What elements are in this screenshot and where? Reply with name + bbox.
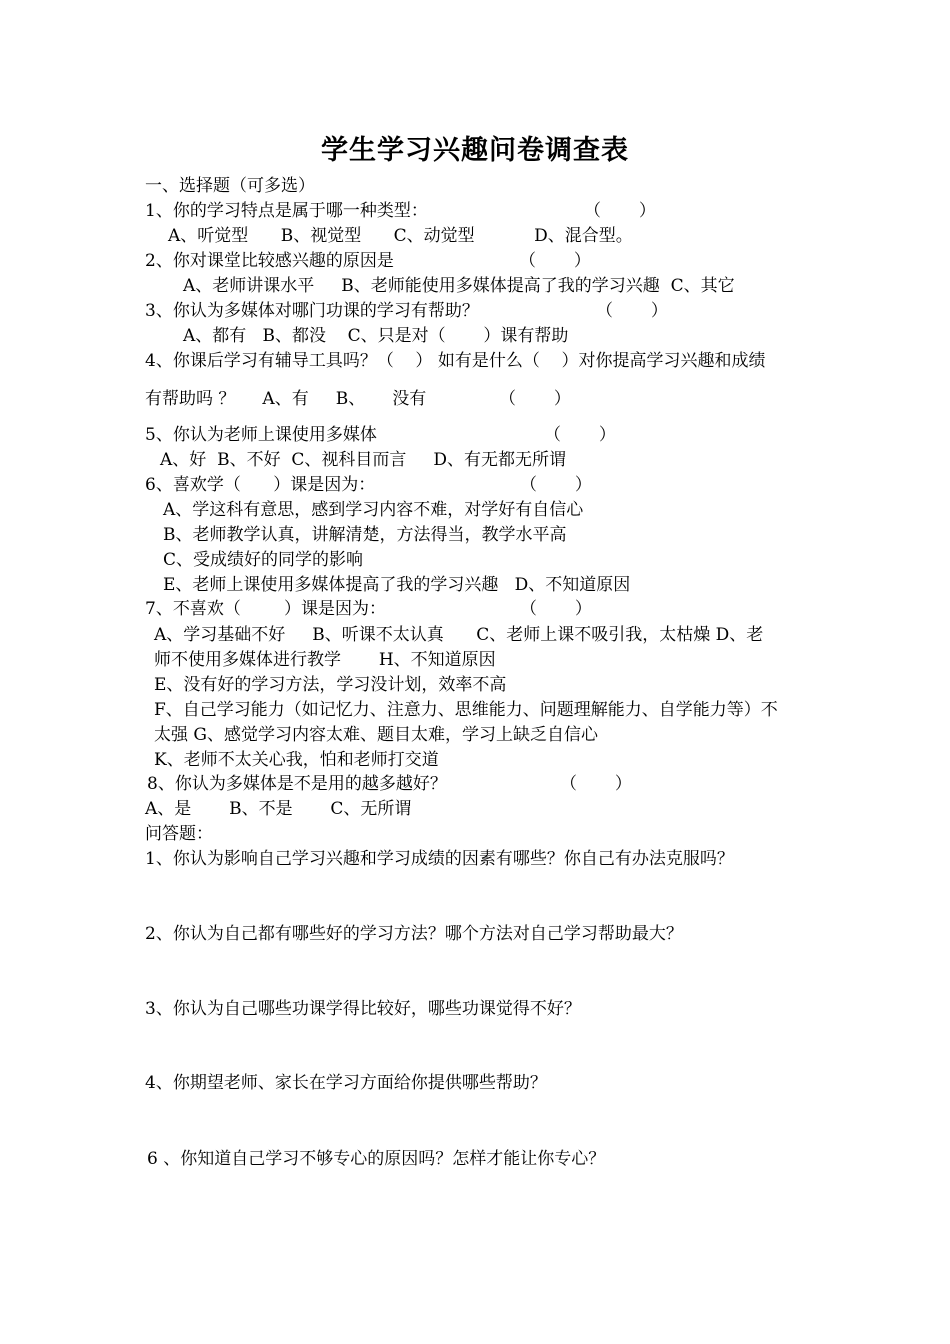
question-7-option-line-4: F、自己学习能力（如记忆力、注意力、思维能力、问题理解能力、自学能力等）不 xyxy=(154,700,778,720)
question-6-option-c: C、受成绩好的同学的影响 xyxy=(163,550,364,570)
question-4-answer-blank: （ ） xyxy=(499,389,571,409)
qa-question-3: 3、你认为自己哪些功课学得比较好，哪些功课觉得不好？ xyxy=(145,999,581,1019)
question-4-stem: 4、你课后学习有辅导工具吗？（ ） 如有是什么（ ）对你提高学习兴趣和成绩 xyxy=(145,351,766,371)
qa-question-2: 2、你认为自己都有哪些好的学习方法？哪个方法对自己学习帮助最大？ xyxy=(145,924,683,944)
question-4-stem-continued: 有帮助吗 ？ A、有 B、 没有 xyxy=(145,389,427,409)
qa-question-6: 6 、你知道自己学习不够专心的原因吗？怎样才能让你专心？ xyxy=(147,1149,606,1169)
question-6-option-a: A、学这科有意思，感到学习内容不难，对学好有自信心 xyxy=(163,500,584,520)
section-heading-choice: 一、选择题（可多选） xyxy=(145,176,315,196)
question-2-answer-blank: （ ） xyxy=(519,251,591,271)
question-6-option-e-d: E、老师上课使用多媒体提高了我的学习兴趣 D、不知道原因 xyxy=(163,575,631,595)
question-8-stem: 8、你认为多媒体是不是用的越多越好？ xyxy=(147,774,447,794)
qa-question-4: 4、你期望老师、家长在学习方面给你提供哪些帮助？ xyxy=(145,1073,547,1093)
question-6-answer-blank: （ ） xyxy=(520,475,592,495)
question-1-stem: 1、你的学习特点是属于哪一种类型： xyxy=(145,201,428,221)
question-7-option-line-5: 太强 G、感觉学习内容太难、题目太难，学习上缺乏自信心 xyxy=(154,725,598,745)
question-5-options: A、好 B、不好 C、视科目而言 D、有无都无所谓 xyxy=(160,450,567,470)
question-8-options: A、是 B、不是 C、无所谓 xyxy=(145,799,412,819)
question-7-stem: 7、不喜欢（ ）课是因为： xyxy=(145,599,387,619)
section-heading-qa: 问答题： xyxy=(145,824,213,844)
question-5-stem: 5、你认为老师上课使用多媒体 xyxy=(145,425,377,445)
question-3-options: A、都有 B、都没 C、只是对（ ）课有帮助 xyxy=(183,326,569,346)
question-7-option-line-6: K、老师不太关心我，怕和老师打交道 xyxy=(154,750,439,770)
question-6-option-b: B、老师教学认真，讲解清楚，方法得当，教学水平高 xyxy=(163,525,567,545)
question-1-answer-blank: （ ） xyxy=(584,201,656,221)
question-3-answer-blank: （ ） xyxy=(596,301,668,321)
question-2-options: A、老师讲课水平 B、老师能使用多媒体提高了我的学习兴趣 C、其它 xyxy=(183,276,735,296)
question-7-option-line-2: 师不使用多媒体进行教学 H、不知道原因 xyxy=(154,650,496,670)
question-1-options: A、听觉型 B、视觉型 C、动觉型 D、混合型。 xyxy=(168,226,633,246)
question-2-stem: 2、你对课堂比较感兴趣的原因是 xyxy=(145,251,394,271)
question-7-option-line-3: E、没有好的学习方法，学习没计划，效率不高 xyxy=(154,675,507,695)
qa-question-1: 1、你认为影响自己学习兴趣和学习成绩的因素有哪些？你自己有办法克服吗？ xyxy=(145,849,734,869)
question-7-answer-blank: （ ） xyxy=(520,599,592,619)
page-title: 学生学习兴趣问卷调查表 xyxy=(321,135,629,166)
question-3-stem: 3、你认为多媒体对哪门功课的学习有帮助？ xyxy=(145,301,479,321)
question-8-answer-blank: （ ） xyxy=(560,774,632,794)
question-7-option-line-1: A、学习基础不好 B、听课不太认真 C、老师上课不吸引我，太枯燥 D、老 xyxy=(154,625,764,645)
question-6-stem: 6、喜欢学（ ）课是因为： xyxy=(145,475,376,495)
question-5-answer-blank: （ ） xyxy=(544,425,616,445)
